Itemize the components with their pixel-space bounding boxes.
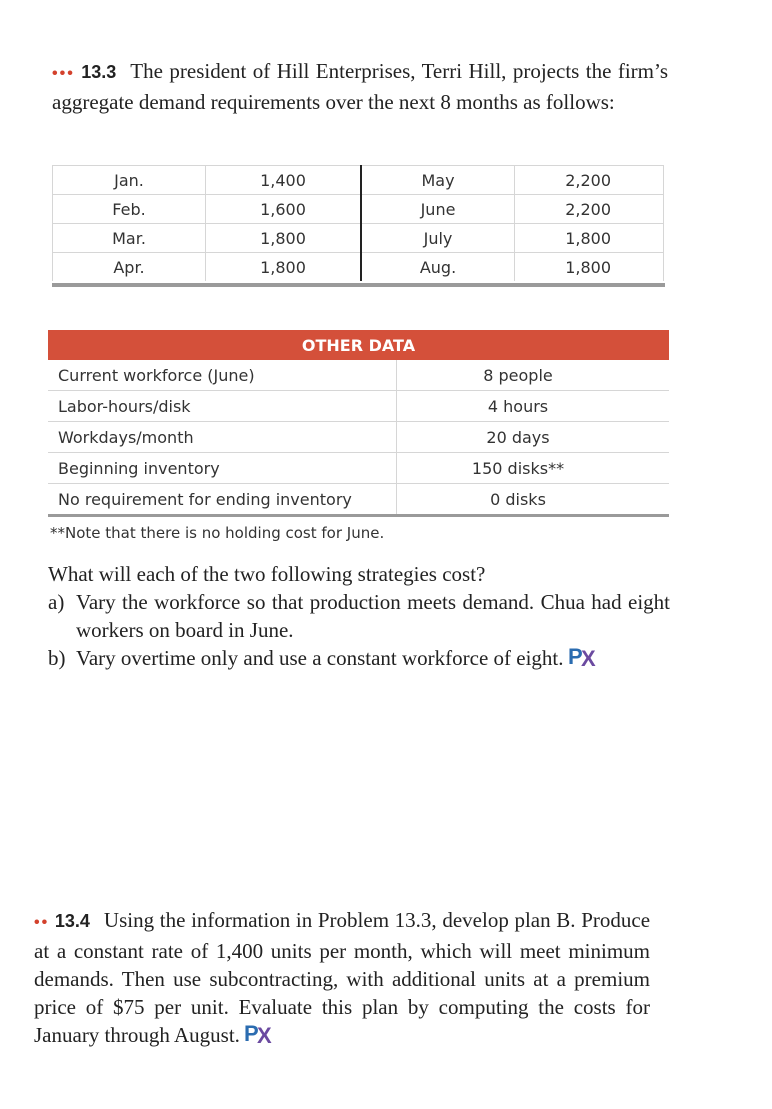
table-row xyxy=(53,195,664,224)
part-text xyxy=(76,644,670,672)
row-label: Labor-hours/disk xyxy=(48,391,397,422)
px-logo-icon xyxy=(244,1022,278,1044)
demand-cell: 1,800 xyxy=(515,224,664,253)
month-cell: Aug. xyxy=(361,253,515,282)
table-row xyxy=(53,166,664,195)
table-footnote: **Note that there is no holding cost for June. xyxy=(50,524,385,542)
month-cell: June xyxy=(361,195,515,224)
part-b-text: Vary overtime only and use a constant workforce of eight. xyxy=(76,646,564,670)
demand-cell: 2,200 xyxy=(515,166,664,195)
table-row xyxy=(48,422,669,453)
demand-cell: 2,200 xyxy=(515,195,664,224)
table-row xyxy=(48,391,669,422)
problem-statement: The president of Hill Enterprises, Terri Hill, projects the firm’s aggregate demand requirements over the next 8 months as follows: xyxy=(52,59,669,114)
svg-text:P: P xyxy=(243,1022,259,1044)
other-data-table xyxy=(48,330,669,517)
part-label: a) xyxy=(48,590,65,614)
table-bottom-rule xyxy=(48,514,669,517)
month-cell: May xyxy=(361,166,515,195)
table-row xyxy=(48,360,669,391)
problem-number: 13.4 xyxy=(54,911,90,931)
month-cell: Mar. xyxy=(53,224,206,253)
table-row xyxy=(53,253,664,282)
problem-number: 13.3 xyxy=(81,62,117,82)
month-cell: Apr. xyxy=(53,253,206,282)
problem-13-4-text xyxy=(34,906,650,1049)
svg-text:X: X xyxy=(580,646,596,667)
px-logo-icon xyxy=(568,645,602,667)
demand-cell: 1,800 xyxy=(206,224,362,253)
table-row xyxy=(48,484,669,515)
part-text: Vary the workforce so that production meets demand. Chua had eight workers on board in June. xyxy=(76,590,670,642)
row-label: Current workforce (June) xyxy=(48,360,397,391)
row-value: 150 disks** xyxy=(397,453,670,484)
demand-cell: 1,800 xyxy=(515,253,664,282)
demand-cell: 1,600 xyxy=(206,195,362,224)
problem-statement: Using the information in Problem 13.3, develop plan B. Produce at a constant rate of 1,400 units per month, which will meet minimum demands. Then use subcontracting, with additional units at a premium price of $75 per unit. Evaluate this plan by computing the costs for January through August. xyxy=(34,908,651,1047)
row-label: Beginning inventory xyxy=(48,453,397,484)
problem-13-3-text xyxy=(52,57,668,116)
part-a xyxy=(48,588,670,644)
other-data-header: OTHER DATA xyxy=(48,330,669,360)
table-bottom-rule xyxy=(52,283,665,287)
table-row xyxy=(48,453,669,484)
month-cell: Jan. xyxy=(53,166,206,195)
demand-cell: 1,400 xyxy=(206,166,362,195)
row-value: 0 disks xyxy=(490,489,546,509)
row-label: Workdays/month xyxy=(48,422,397,453)
difficulty-dots: •• xyxy=(34,914,50,931)
question-block xyxy=(48,560,670,672)
row-label: No requirement for ending inventory xyxy=(48,484,397,515)
table-row xyxy=(53,224,664,253)
row-value: 20 days xyxy=(397,422,670,453)
part-label: b) xyxy=(48,646,66,670)
svg-text:P: P xyxy=(567,645,583,667)
demand-table xyxy=(52,165,664,281)
part-b xyxy=(48,644,670,672)
row-value: 4 hours xyxy=(397,391,670,422)
demand-cell: 1,800 xyxy=(206,253,362,282)
difficulty-dots: ••• xyxy=(52,65,75,82)
month-cell: Feb. xyxy=(53,195,206,224)
svg-text:X: X xyxy=(256,1023,272,1044)
other-data-rows xyxy=(48,360,669,514)
month-cell: July xyxy=(361,224,515,253)
row-value: 8 people xyxy=(397,360,670,391)
question-text: What will each of the two following strategies cost? xyxy=(48,562,486,586)
